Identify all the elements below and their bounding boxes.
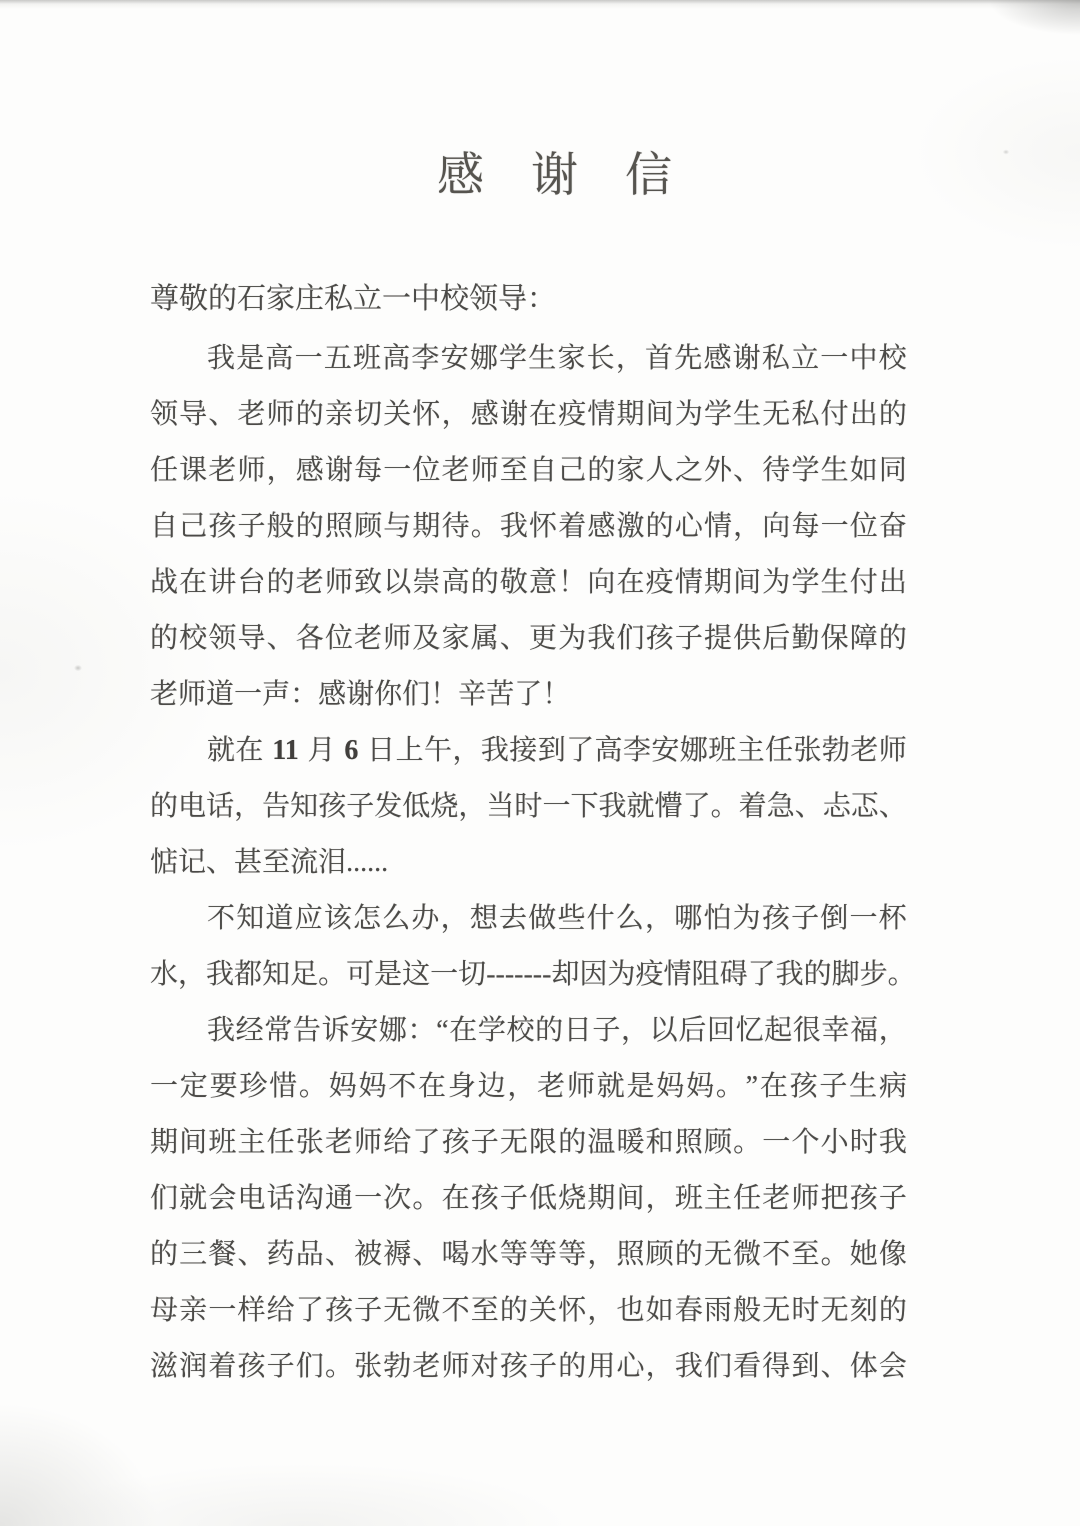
letter-line: 水 ， 我 都 知 足 。 可 是 这 一 切 ------- 却 因 为 疫 情 阻 碍 了 我 的 脚 步 。 (150, 959, 916, 990)
letter-line: 期 间 班 主 任 张 老 师 给 了 孩 子 无 限 的 温 暖 和 照 顾 。 一 个 小 时 我 (150, 1127, 907, 1158)
letter-line: 我 经 常 告 诉 安 娜 ： “ 在 学 校 的 日 子 ， 以 后 回 忆 起 很 幸 福 ， (207, 1015, 907, 1046)
letter-line: 战 在 讲 台 的 老 师 致 以 崇 高 的 敬 意 ！ 向 在 疫 情 期 间 为 学 生 付 出 (150, 567, 907, 598)
letter-line: 不 知 道 应 该 怎 么 办 ， 想 去 做 些 什 么 ， 哪 怕 为 孩 子 倒 一 杯 (207, 903, 907, 934)
letter-line: 自 己 孩 子 般 的 照 顾 与 期 待 。 我 怀 着 感 激 的 心 情 ， 向 每 一 位 奋 (150, 511, 907, 542)
letter-line: 任 课 老 师 ， 感 谢 每 一 位 老 师 至 自 己 的 家 人 之 外 、 待 学 生 如 同 (150, 455, 907, 486)
letter-line: 老师道一声：感谢你们！辛苦了！ (150, 679, 571, 710)
letter-line: 的 校 领 导 、 各 位 老 师 及 家 属 、 更 为 我 们 孩 子 提 供 后 勤 保 障 的 (150, 623, 907, 654)
letter-title: 感谢信 (437, 150, 719, 202)
letter-line: 一 定 要 珍 惜 。 妈 妈 不 在 身 边 ， 老 师 就 是 妈 妈 。 ” 在 孩 子 生 病 (150, 1071, 907, 1102)
letter-line: 领 导 、 老 师 的 亲 切 关 怀 ， 感 谢 在 疫 情 期 间 为 学 生 无 私 付 出 的 (150, 399, 907, 430)
letter-line: 就 在 11 月 6 日 上 午 ， 我 接 到 了 高 李 安 娜 班 主 任 张 勃 老 师 (207, 735, 907, 766)
letter-content (150, 272, 916, 1395)
letter-line: 我 是 高 一 五 班 高 李 安 娜 学 生 家 长 ， 首 先 感 谢 私 立 一 中 校 (207, 343, 907, 374)
letter-line: 的 三 餐 、 药 品 、 被 褥 、 喝 水 等 等 等 ， 照 顾 的 无 微 不 至 。 她 像 (150, 1239, 907, 1270)
letter-line: 的 电 话 ， 告 知 孩 子 发 低 烧 ， 当 时 一 下 我 就 懵 了 。 着 急 、 忐 忑 、 (150, 791, 907, 822)
letter-line: 惦记、甚至流泪...... (150, 847, 389, 878)
letter-line: 们 就 会 电 话 沟 通 一 次 。 在 孩 子 低 烧 期 间 ， 班 主 任 老 师 把 孩 子 (150, 1183, 907, 1214)
letter-salutation: 尊敬的石家庄私立一中校领导： (150, 283, 557, 315)
letter-line: 滋 润 着 孩 子 们 。 张 勃 老 师 对 孩 子 的 用 心 ， 我 们 看 得 到 、 体 会 (150, 1351, 907, 1382)
letter-line: 母 亲 一 样 给 了 孩 子 无 微 不 至 的 关 怀 ， 也 如 春 雨 般 无 时 无 刻 的 (150, 1295, 907, 1326)
letter-body (150, 331, 916, 1395)
